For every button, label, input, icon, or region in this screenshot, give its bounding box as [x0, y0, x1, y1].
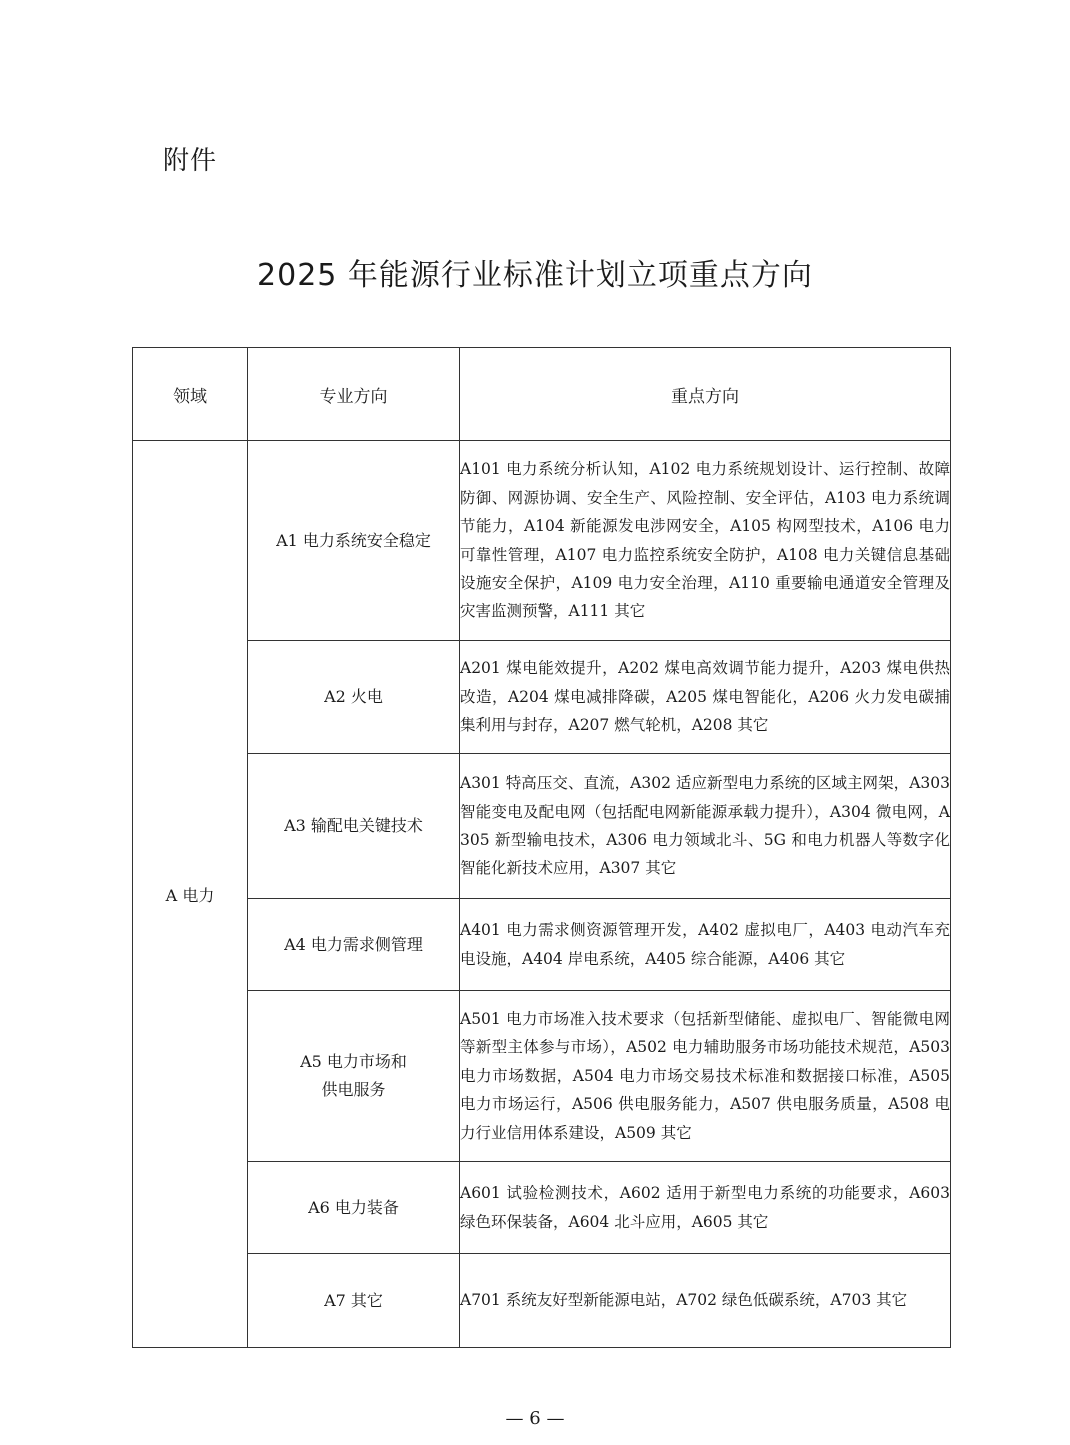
- focus-cell: A101 电力系统分析认知，A102 电力系统规划设计、运行控制、故障防御、网源协调、安全生产、风险控制、安全评估，A103 电力系统调节能力，A104 新能源发电涉网安全，A105 构网型技术，A106 电力可靠性管理，A107 电力监控系统安全防护，A108 电力关键信息基础设施安全保护，A109 电力安全治理，A110 重要输电通道安全管理及灾害监测预警，A111 其它: [460, 441, 951, 641]
- focus-cell: A701 系统友好型新能源电站，A702 绿色低碳系统，A703 其它: [460, 1254, 951, 1348]
- direction-cell: A2 火电: [248, 641, 460, 754]
- direction-line: 供电服务: [321, 1080, 386, 1099]
- page-number: — 6 —: [505, 1408, 565, 1429]
- column-header-direction: 专业方向: [248, 348, 460, 441]
- direction-cell: A4 电力需求侧管理: [248, 899, 460, 991]
- direction-cell: A6 电力装备: [248, 1162, 460, 1254]
- direction-cell: A3 输配电关键技术: [248, 754, 460, 899]
- table-row: [133, 899, 951, 991]
- table-row: [133, 641, 951, 754]
- table-row: [133, 991, 951, 1162]
- table-row: [133, 1254, 951, 1348]
- attachment-label: 附件: [163, 146, 218, 176]
- column-header-domain: 领域: [133, 348, 248, 441]
- direction-cell: A7 其它: [248, 1254, 460, 1348]
- direction-line: A5 电力市场和: [300, 1052, 407, 1071]
- table-row: [133, 1162, 951, 1254]
- table-row: [133, 754, 951, 899]
- focus-cell: A501 电力市场准入技术要求（包括新型储能、虚拟电厂、智能微电网等新型主体参与市场），A502 电力辅助服务市场功能技术规范，A503 电力市场数据，A504 电力市场交易技术标准和数据接口标准，A505 电力市场运行，A506 供电服务能力，A507 供电服务质量，A508 电力行业信用体系建设，A509 其它: [460, 991, 951, 1162]
- table-row: [133, 441, 951, 641]
- document-title: 2025 年能源行业标准计划立项重点方向: [257, 258, 813, 293]
- column-header-focus: 重点方向: [460, 348, 951, 441]
- focus-cell: A201 煤电能效提升，A202 煤电高效调节能力提升，A203 煤电供热改造，A204 煤电减排降碳，A205 煤电智能化，A206 火力发电碳捕集利用与封存，A207 燃气轮机，A208 其它: [460, 641, 951, 754]
- domain-cell: A 电力: [133, 441, 248, 1348]
- focus-cell: A601 试验检测技术，A602 适用于新型电力系统的功能要求，A603 绿色环保装备，A604 北斗应用，A605 其它: [460, 1162, 951, 1254]
- table-header-row: [133, 348, 951, 441]
- focus-directions-table: [132, 347, 951, 1348]
- direction-cell: [248, 991, 460, 1162]
- direction-cell: A1 电力系统安全稳定: [248, 441, 460, 641]
- focus-cell: A401 电力需求侧资源管理开发，A402 虚拟电厂，A403 电动汽车充电设施，A404 岸电系统，A405 综合能源，A406 其它: [460, 899, 951, 991]
- focus-cell: A301 特高压交、直流，A302 适应新型电力系统的区域主网架，A303 智能变电及配电网（包括配电网新能源承载力提升），A304 微电网，A305 新型输电技术，A306 电力领域北斗、5G 和电力机器人等数字化智能化新技术应用，A307 其它: [460, 754, 951, 899]
